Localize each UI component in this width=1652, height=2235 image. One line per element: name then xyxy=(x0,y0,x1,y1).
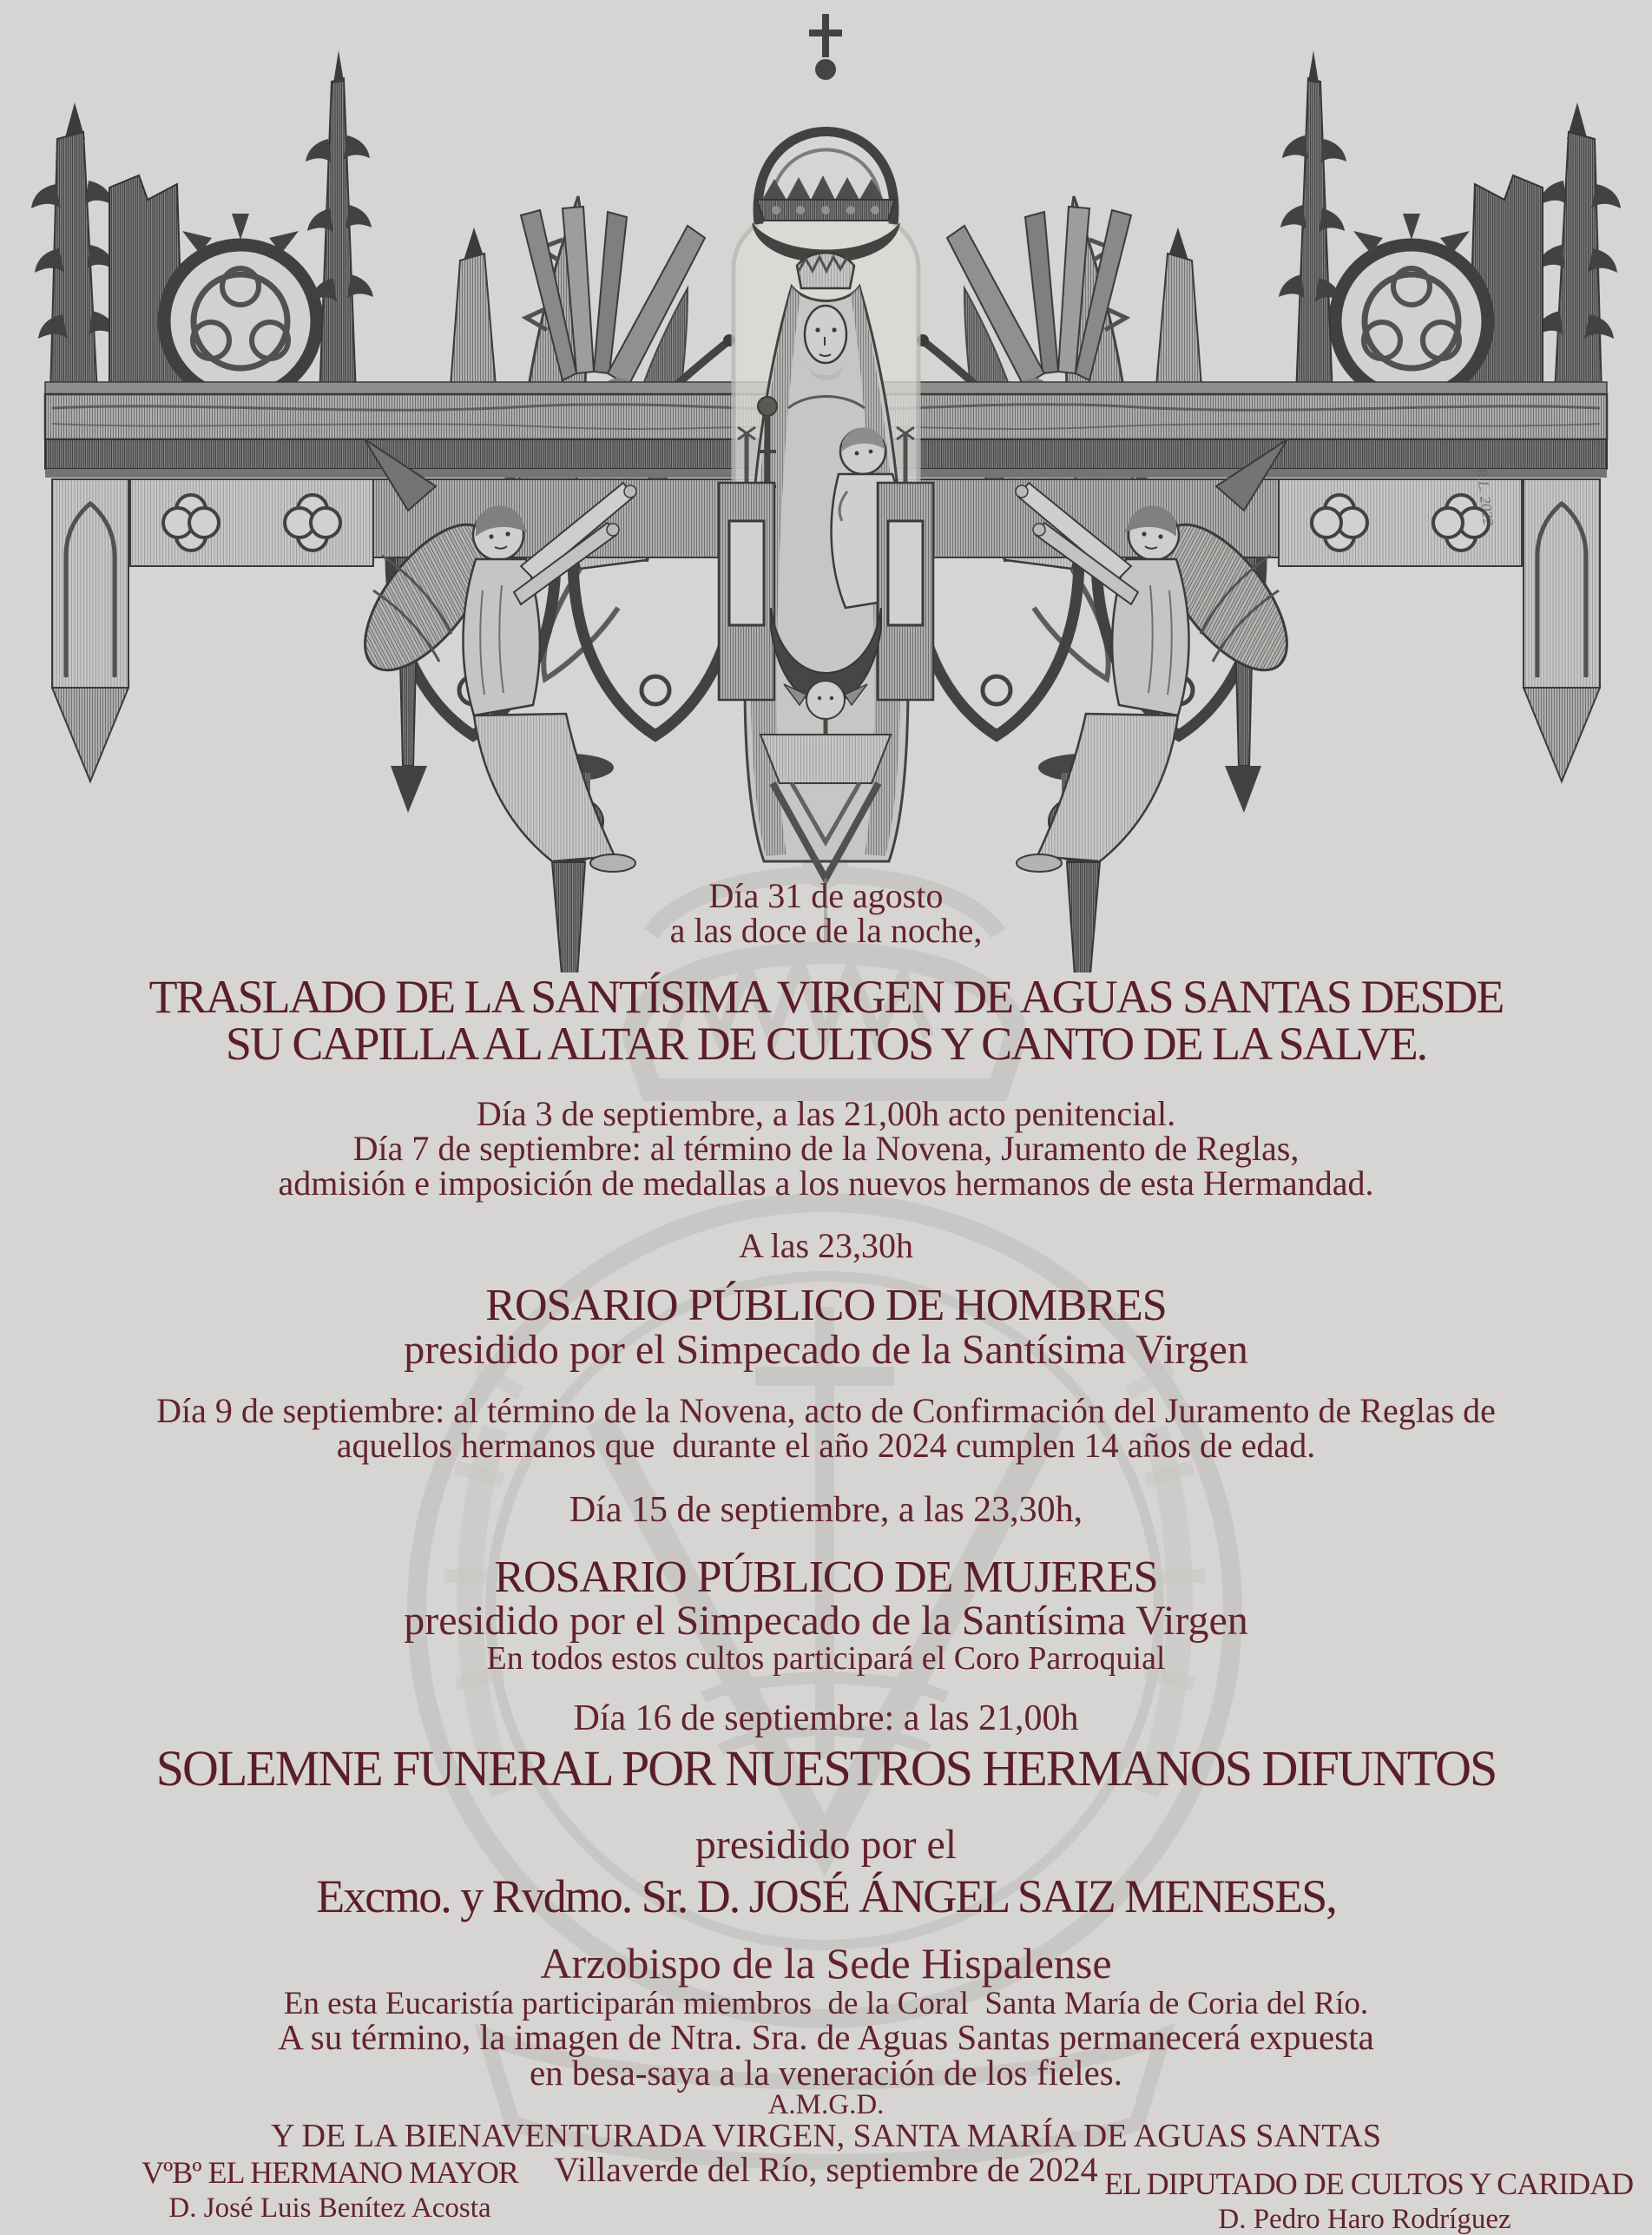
sep9-block xyxy=(0,1391,1652,1465)
archbishop-name: Excmo. y Rvdmo. Sr. D. JOSÉ ÁNGEL SAIZ MENESES, xyxy=(316,1870,1336,1922)
september-acts xyxy=(0,1094,1652,1203)
traslado-line2: SU CAPILLA AL ALTAR DE CULTOS Y CANTO DE LA SALVE. xyxy=(225,1018,1427,1070)
exposure-line2: en besa-saya a la veneración de los fieles. xyxy=(529,2053,1122,2093)
funeral-title: SOLEMNE FUNERAL POR NUESTROS HERMANOS DIFUNTOS xyxy=(155,1740,1497,1797)
artist-signature: R.L. 2022 xyxy=(1473,467,1497,527)
signature-right xyxy=(1104,2166,1634,2235)
coro-note: En todos estos cultos participará el Coro Parroquial xyxy=(486,1640,1166,1677)
signature-right-role: EL DIPUTADO DE CULTOS Y CARIDAD xyxy=(1104,2166,1634,2201)
traslado-line1: TRASLADO DE LA SANTÍSIMA VIRGEN DE AGUAS SANTAS DESDE xyxy=(148,971,1504,1023)
archbishop-title: Arzobispo de la Sede Hispalense xyxy=(540,1939,1112,1988)
sep3-line: Día 3 de septiembre, a las 21,00h acto penitencial. xyxy=(476,1094,1176,1133)
exposure-block xyxy=(0,2017,1652,2093)
signature-left-name: D. José Luis Benítez Acosta xyxy=(168,2192,491,2224)
sep9-line2: aquellos hermanos que durante el año 2024 cumplen 14 años de edad. xyxy=(336,1426,1316,1465)
signature-right-name: D. Pedro Haro Rodríguez xyxy=(1218,2204,1511,2235)
date-aug31-line1: Día 31 de agosto xyxy=(708,876,944,915)
sep7-line1: Día 7 de septiembre: al término de la Novena, Juramento de Reglas, xyxy=(352,1129,1300,1168)
coral-note: En esta Eucaristía participarán miembros de la Coral Santa María de Coria del Río. xyxy=(283,1986,1369,2021)
date-aug31-line2: a las doce de la noche, xyxy=(669,911,983,950)
sep9-line1: Día 9 de septiembre: al término de la Novena, acto de Confirmación del Juramento de Reglas de xyxy=(156,1391,1496,1430)
dedication-line: Y DE LA BIENAVENTURADA VIRGEN, SANTA MARÍA DE AGUAS SANTAS xyxy=(271,2118,1381,2154)
rosario-hombres-subtitle: presidido por el Simpecado de la Santísima Virgen xyxy=(404,1327,1248,1373)
place-date-line: Villaverde del Río, septiembre de 2024 xyxy=(554,2150,1098,2189)
presided-by: presidido por el xyxy=(694,1822,958,1868)
rosario-hombres-title: ROSARIO PÚBLICO DE HOMBRES xyxy=(485,1281,1167,1330)
sep7-line2: admisión e imposición de medallas a los nuevos hermanos de esta Hermandad. xyxy=(278,1164,1374,1203)
time-2330: A las 23,30h xyxy=(738,1226,914,1265)
rosario-mujeres-subtitle: presidido por el Simpecado de la Santísima Virgen xyxy=(404,1598,1248,1644)
amgd-line: A.M.G.D. xyxy=(767,2089,885,2120)
signature-left-role: VºBº EL HERMANO MAYOR xyxy=(142,2155,518,2190)
signature-left xyxy=(104,2157,556,2223)
sep15-line: Día 15 de septiembre, a las 23,30h, xyxy=(569,1490,1083,1530)
exposure-line1: A su término, la imagen de Ntra. Sra. de Aguas Santas permanecerá expuesta xyxy=(278,2017,1374,2057)
traslado-heading xyxy=(0,971,1652,1070)
sep16-line: Día 16 de septiembre: a las 21,00h xyxy=(573,1698,1079,1738)
rosario-mujeres-title: ROSARIO PÚBLICO DE MUJERES xyxy=(494,1553,1158,1602)
